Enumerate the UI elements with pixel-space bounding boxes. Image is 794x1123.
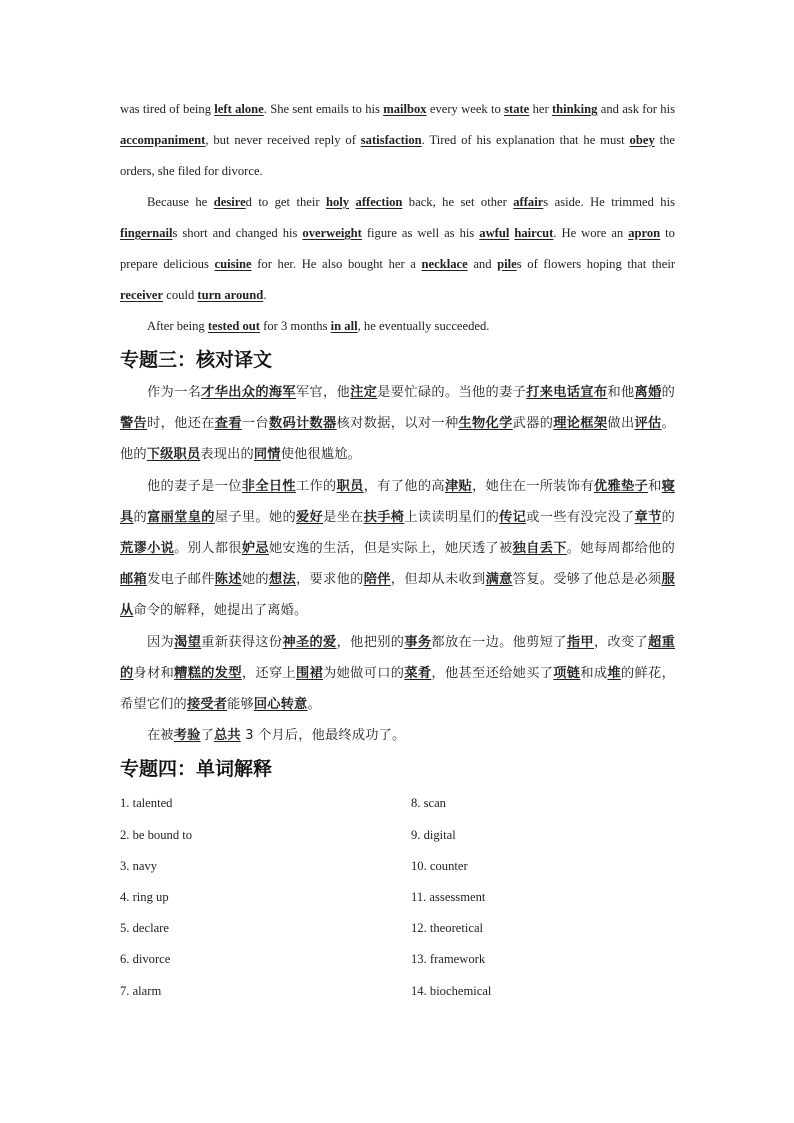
keyword: accompaniment — [120, 133, 206, 147]
text-run: 能够 — [227, 697, 254, 713]
text-run: 军官，他 — [295, 385, 351, 400]
keyword: 考验 — [173, 728, 201, 744]
keyword: obey — [629, 133, 655, 147]
text-run: 都放在一边。他剪短了 — [431, 634, 567, 650]
text-run: 和他 — [607, 385, 635, 400]
keyword: 满意 — [485, 572, 513, 588]
paragraph — [120, 187, 675, 311]
keyword: satisfaction — [360, 133, 422, 147]
text-run: 使他很尴尬。 — [280, 447, 362, 463]
text-run: 。他的 — [120, 416, 675, 463]
keyword: 寝具 — [120, 478, 676, 525]
text-run: ，有了他的高 — [363, 478, 445, 494]
text-run: 的鲜花，希望它们的 — [120, 665, 675, 713]
text-run: 了 — [200, 728, 214, 744]
keyword: 优雅垫子 — [593, 478, 649, 494]
keyword: 章节 — [634, 509, 662, 525]
text-run: Because he — [147, 195, 214, 209]
text-run: ，他把别的 — [336, 634, 405, 650]
text-run: . He wore an — [553, 226, 629, 240]
section-heading-4: 专题四：单词解释 — [120, 758, 273, 781]
keyword: pile — [497, 257, 517, 271]
keyword: 爱好 — [296, 509, 324, 525]
keyword: left alone — [214, 102, 264, 116]
section-heading-3: 专题三：核对译文 — [120, 349, 273, 371]
text-run: ，还穿上 — [241, 665, 297, 681]
keyword: 职员 — [336, 478, 364, 494]
keyword: 回心转意 — [253, 697, 308, 713]
text-run: d to get their — [245, 195, 326, 209]
text-run: back, he set other — [402, 195, 514, 209]
text-run: 因为 — [147, 634, 175, 650]
keyword: 妒忌 — [241, 541, 269, 557]
keyword: 评估 — [634, 416, 662, 432]
paragraph — [120, 377, 675, 471]
keyword: 堆 — [607, 665, 621, 681]
text-run: , but never received reply of — [205, 133, 361, 147]
keyword: thinking — [551, 102, 598, 116]
keyword: in all — [330, 319, 358, 333]
text-run: was tired of being — [120, 102, 215, 116]
vocab-item: 4. ring up — [120, 890, 169, 905]
keyword: 邮箱 — [120, 572, 148, 588]
text-run: 或一些有没完没了 — [526, 509, 635, 525]
vocab-item: 5. declare — [120, 921, 169, 936]
text-run: 和 — [648, 478, 662, 494]
vocab-item: 8. scan — [411, 796, 446, 811]
paragraph — [120, 720, 675, 751]
keyword: 服从 — [120, 572, 675, 619]
keyword: 指甲 — [566, 634, 594, 650]
text-run: 表现出的 — [200, 447, 254, 463]
keyword: overweight — [302, 226, 362, 240]
keyword: mailbox — [383, 102, 427, 116]
text-run: and ask for his — [597, 102, 675, 116]
keyword: tested out — [207, 319, 260, 333]
text-run: 她的 — [241, 572, 269, 588]
paragraph — [120, 471, 675, 627]
vocab-item: 2. be bound to — [120, 827, 193, 842]
text-run: 是要忙碌的。当他的妻子 — [377, 385, 527, 400]
keyword: 数码计数器 — [268, 416, 337, 432]
keyword: awful — [479, 226, 510, 240]
vocabulary-list — [120, 788, 675, 1006]
keyword: 独自丢下 — [512, 541, 567, 557]
keyword: 渴望 — [174, 634, 202, 650]
keyword: haircut — [514, 226, 554, 240]
keyword: 下级职员 — [146, 447, 201, 463]
text-run: 和成 — [580, 665, 608, 681]
text-run: for 3 months — [259, 319, 331, 333]
text-run: 时，他还在 — [147, 416, 215, 432]
text-run: . Tired of his explanation that he must — [421, 133, 630, 147]
text-run: 他的妻子是一位 — [147, 478, 242, 494]
keyword: 生物化学 — [458, 416, 513, 432]
vocab-item: 10. counter — [411, 858, 468, 873]
text-run: 是坐在 — [323, 509, 364, 525]
text-run: 身材和 — [133, 665, 175, 681]
text-run: s aside. He trimmed his — [543, 195, 676, 209]
text-run: 。 — [307, 697, 321, 713]
keyword: 富丽堂皇的 — [147, 509, 215, 525]
paragraph — [120, 94, 675, 187]
text-run: 的 — [133, 509, 148, 525]
text-run: s of flowers hoping that their — [516, 257, 676, 271]
text-run: the orders, she filed for divorce. — [120, 133, 675, 178]
text-run: 她安逸的生活，但是实际上，她厌透了被 — [268, 541, 513, 557]
text-run: 的 — [661, 509, 675, 525]
text-run: 为她做可口的 — [323, 665, 405, 681]
text-run: to prepare delicious — [120, 226, 675, 271]
text-run: . She sent emails to his — [263, 102, 384, 116]
vocab-item: 3. navy — [120, 858, 158, 873]
vocab-item: 14. biochemical — [411, 983, 492, 998]
keyword: 事务 — [404, 634, 432, 650]
english-passage — [120, 94, 675, 342]
vocab-item: 11. assessment — [411, 890, 486, 905]
text-run: 一台 — [241, 416, 269, 432]
paragraph — [120, 627, 675, 721]
keyword: 菜肴 — [404, 665, 432, 681]
text-run: 答复。受够了他总是必须 — [512, 572, 662, 588]
keyword: 想法 — [268, 572, 297, 588]
keyword: 津贴 — [444, 478, 473, 494]
text-run: 的 — [661, 385, 676, 400]
text-run: 重新获得这份 — [201, 634, 283, 650]
text-run: 屋子里。她的 — [214, 509, 297, 525]
text-run: for her. He also bought her a — [251, 257, 422, 271]
text-run: 做出 — [607, 416, 635, 432]
text-run: 核对数据，以对一种 — [336, 416, 459, 432]
text-run: ，她住在一所装饰有 — [472, 478, 594, 494]
keyword: 陪伴 — [363, 572, 391, 588]
text-run: 3 个月后，他最终成功了。 — [240, 728, 406, 744]
keyword: 注定 — [350, 385, 378, 400]
keyword: 陈述 — [214, 572, 242, 588]
keyword: desire — [213, 195, 246, 209]
text-run: her — [529, 102, 552, 116]
text-run: After being — [147, 319, 208, 333]
text-run: 作为一名 — [147, 385, 202, 400]
keyword: 同情 — [253, 447, 281, 463]
text-run: ，要求他的 — [296, 572, 364, 588]
keyword: 警告 — [120, 416, 148, 432]
text-run: 武器的 — [512, 416, 554, 432]
vocab-item: 7. alarm — [120, 983, 162, 998]
vocab-item: 13. framework — [411, 952, 486, 967]
vocab-item: 12. theoretical — [411, 921, 484, 936]
text-run: s short and changed his — [172, 226, 303, 240]
text-run: 。别人都很 — [174, 541, 242, 557]
document-page — [120, 94, 675, 1007]
text-run: 。她每周都给他的 — [566, 541, 675, 557]
keyword: 传记 — [499, 509, 527, 525]
text-run: could — [163, 288, 198, 302]
text-run: 在被 — [147, 728, 174, 744]
text-run: , he eventually succeeded. — [357, 319, 490, 333]
keyword: necklace — [421, 257, 468, 271]
keyword: affair — [513, 195, 544, 209]
text-run: 发电子邮件 — [147, 572, 215, 588]
keyword: 围裙 — [296, 665, 324, 681]
text-run: . — [263, 288, 267, 302]
keyword: 打来电话宣布 — [526, 385, 608, 400]
keyword: 扶手椅 — [363, 509, 405, 525]
text-run: 上读读明星们的 — [404, 509, 500, 525]
keyword: fingernail — [120, 226, 173, 240]
keyword: 荒谬小说 — [120, 541, 175, 557]
text-run: every week to — [426, 102, 505, 116]
keyword: 神圣的爱 — [282, 634, 337, 650]
keyword: 理论框架 — [553, 416, 608, 432]
vocab-item: 6. divorce — [120, 952, 171, 967]
keyword: 糟糕的发型 — [174, 665, 242, 681]
keyword: 总共 — [213, 728, 241, 744]
paragraph — [120, 311, 675, 342]
keyword: turn around — [197, 288, 264, 302]
vocab-item: 9. digital — [411, 827, 456, 842]
keyword: apron — [628, 226, 661, 240]
text-run: 工作的 — [295, 478, 337, 494]
keyword: affection — [355, 195, 403, 209]
keyword: 查看 — [214, 416, 242, 432]
text-run: ，改变了 — [593, 634, 649, 650]
keyword: holy — [325, 195, 350, 209]
keyword: 非全日性 — [241, 478, 296, 494]
vocab-item: 1. talented — [120, 796, 173, 811]
keyword: 才华出众的海军 — [201, 385, 296, 400]
text-run: ，但却从未收到 — [390, 572, 486, 588]
text-run: and — [467, 257, 498, 271]
text-run: ，他甚至还给她买了 — [431, 665, 554, 681]
text-run: figure as well as his — [361, 226, 480, 240]
keyword: 超重的 — [120, 634, 676, 681]
keyword: 项链 — [553, 665, 581, 681]
keyword: cuisine — [214, 257, 252, 271]
keyword: 接受者 — [186, 697, 228, 713]
keyword: receiver — [120, 288, 164, 302]
keyword: 离婚 — [634, 385, 662, 400]
chinese-translation — [120, 377, 675, 751]
keyword: state — [504, 102, 530, 116]
text-run: 命令的解释，她提出了离婚。 — [133, 603, 308, 619]
